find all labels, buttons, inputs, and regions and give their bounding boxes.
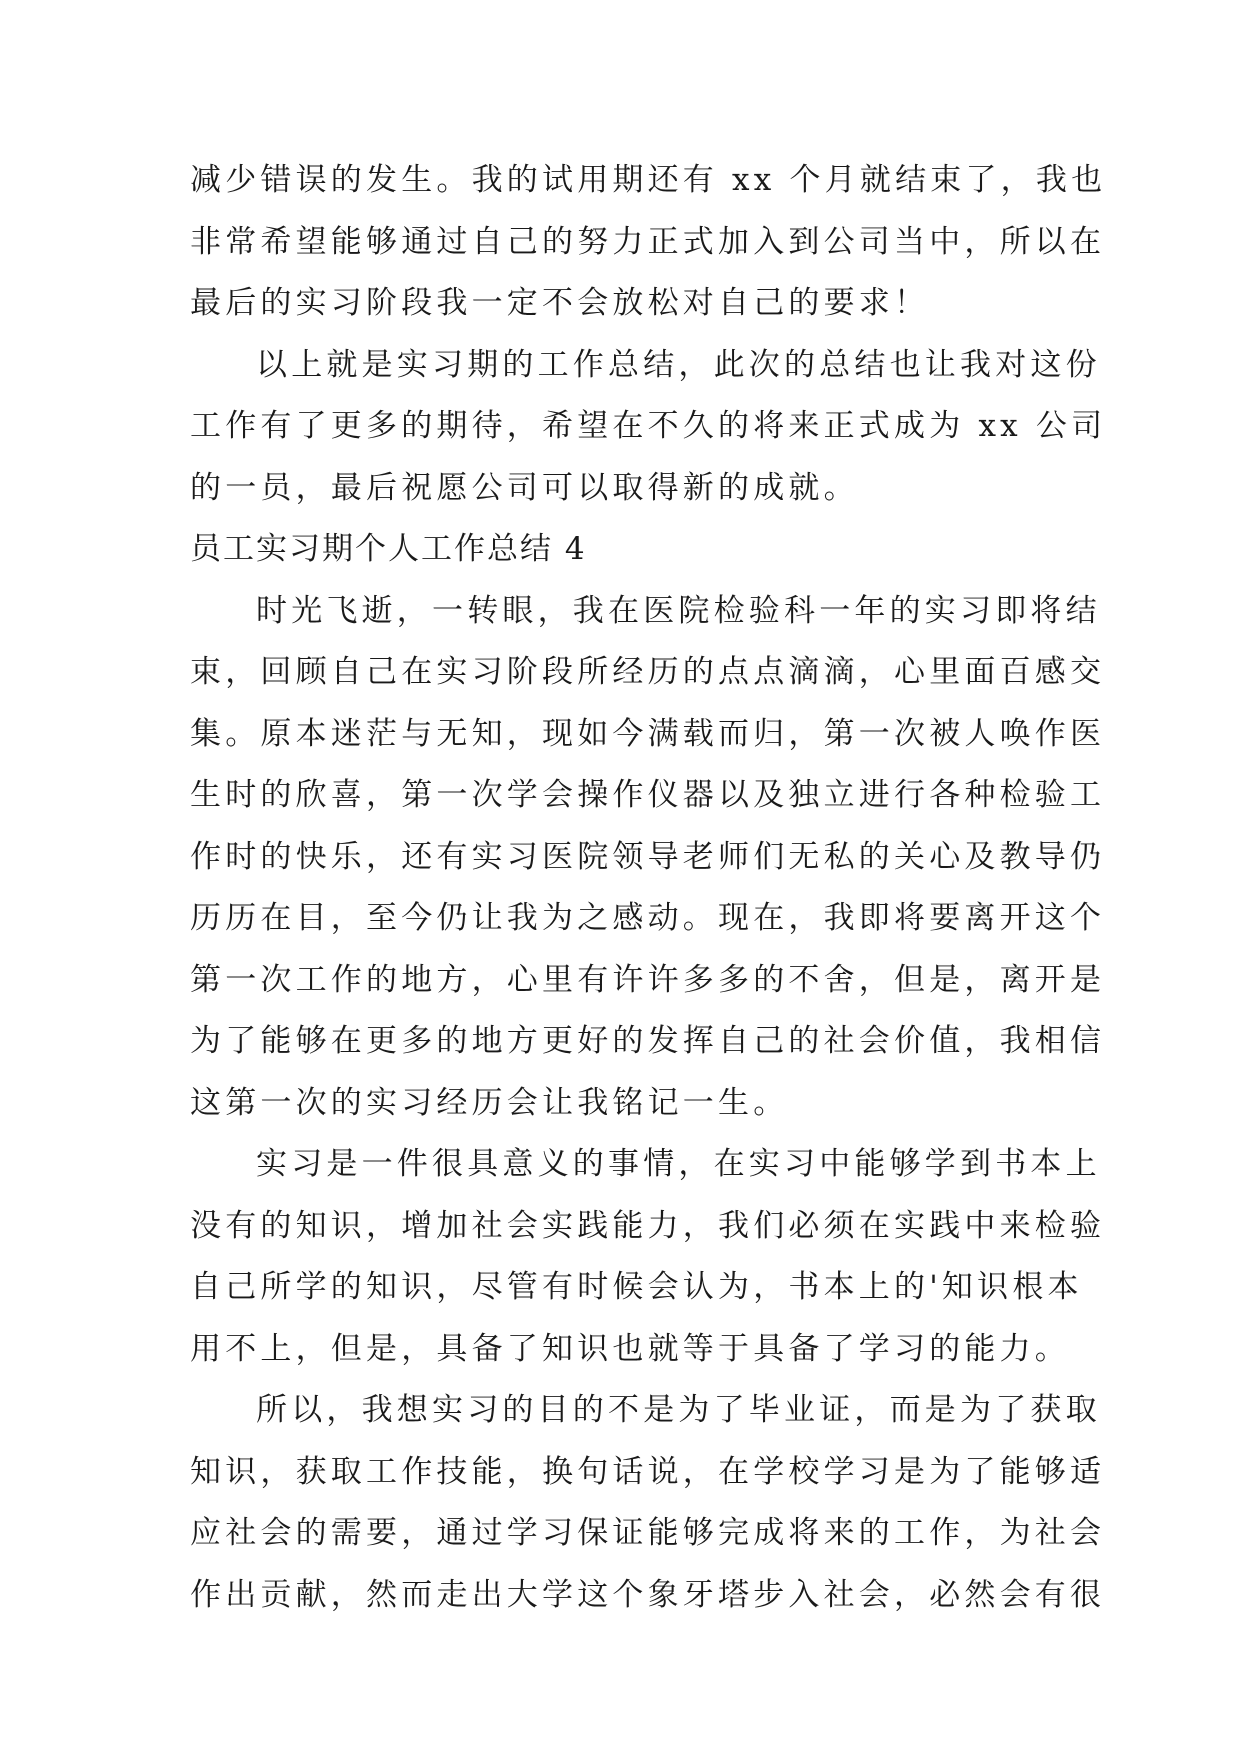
paragraph-line: 束，回顾自己在实习阶段所经历的点点滴滴，心里面百感交 xyxy=(190,654,1106,690)
document-body xyxy=(190,150,1107,1626)
paragraph-line: 用不上，但是，具备了知识也就等于具备了学习的能力。 xyxy=(190,1330,1070,1367)
paragraph-line: 减少错误的发生。我的试用期还有 xx 个月就结束了，我也 xyxy=(190,162,1107,198)
paragraph-line: 第一次工作的地方，心里有许许多多的不舍，但是，离开是 xyxy=(190,961,1106,998)
paragraph-line: 以上就是实习期的工作总结，此次的总结也让我对这份 xyxy=(256,346,1101,383)
paragraph-line: 实习是一件很具意义的事情，在实习中能够学到书本上 xyxy=(256,1146,1101,1182)
paragraph-line: 为了能够在更多的地方更好的发挥自己的社会价值，我相信 xyxy=(190,1023,1106,1059)
paragraph-line: 所以，我想实习的目的不是为了毕业证，而是为了获取 xyxy=(256,1392,1101,1428)
paragraph-line: 的一员，最后祝愿公司可以取得新的成就。 xyxy=(190,469,859,506)
paragraph-line: 工作有了更多的期待，希望在不久的将来正式成为 xx 公司 xyxy=(190,408,1107,444)
paragraph-line: 非常希望能够通过自己的努力正式加入到公司当中，所以在 xyxy=(190,223,1106,260)
paragraph-line: 生时的欣喜，第一次学会操作仪器以及独立进行各种检验工 xyxy=(190,777,1106,813)
paragraph-line: 自己所学的知识，尽管有时候会认为，书本上的'知识根本 xyxy=(190,1269,1083,1305)
paragraph-line: 作时的快乐，还有实习医院领导老师们无私的关心及教导仍 xyxy=(190,838,1106,875)
paragraph-line: 最后的实习阶段我一定不会放松对自己的要求！ xyxy=(190,285,930,321)
paragraph-line: 作出贡献，然而走出大学这个象牙塔步入社会，必然会有很 xyxy=(190,1576,1106,1613)
paragraph-line: 没有的知识，增加社会实践能力，我们必须在实践中来检验 xyxy=(190,1207,1106,1244)
paragraph-line: 历历在目，至今仍让我为之感动。现在，我即将要离开这个 xyxy=(190,900,1106,936)
paragraph-line: 应社会的需要，通过学习保证能够完成将来的工作，为社会 xyxy=(190,1515,1106,1551)
section-heading: 员工实习期个人工作总结 4 xyxy=(190,531,587,567)
paragraph-line: 集。原本迷茫与无知，现如今满载而归，第一次被人唤作医 xyxy=(190,715,1106,752)
paragraph-line: 知识，获取工作技能，换句话说，在学校学习是为了能够适 xyxy=(190,1453,1106,1490)
paragraph-line: 时光飞逝，一转眼，我在医院检验科一年的实习即将结 xyxy=(256,592,1101,629)
paragraph-line: 这第一次的实习经历会让我铭记一生。 xyxy=(190,1084,789,1121)
